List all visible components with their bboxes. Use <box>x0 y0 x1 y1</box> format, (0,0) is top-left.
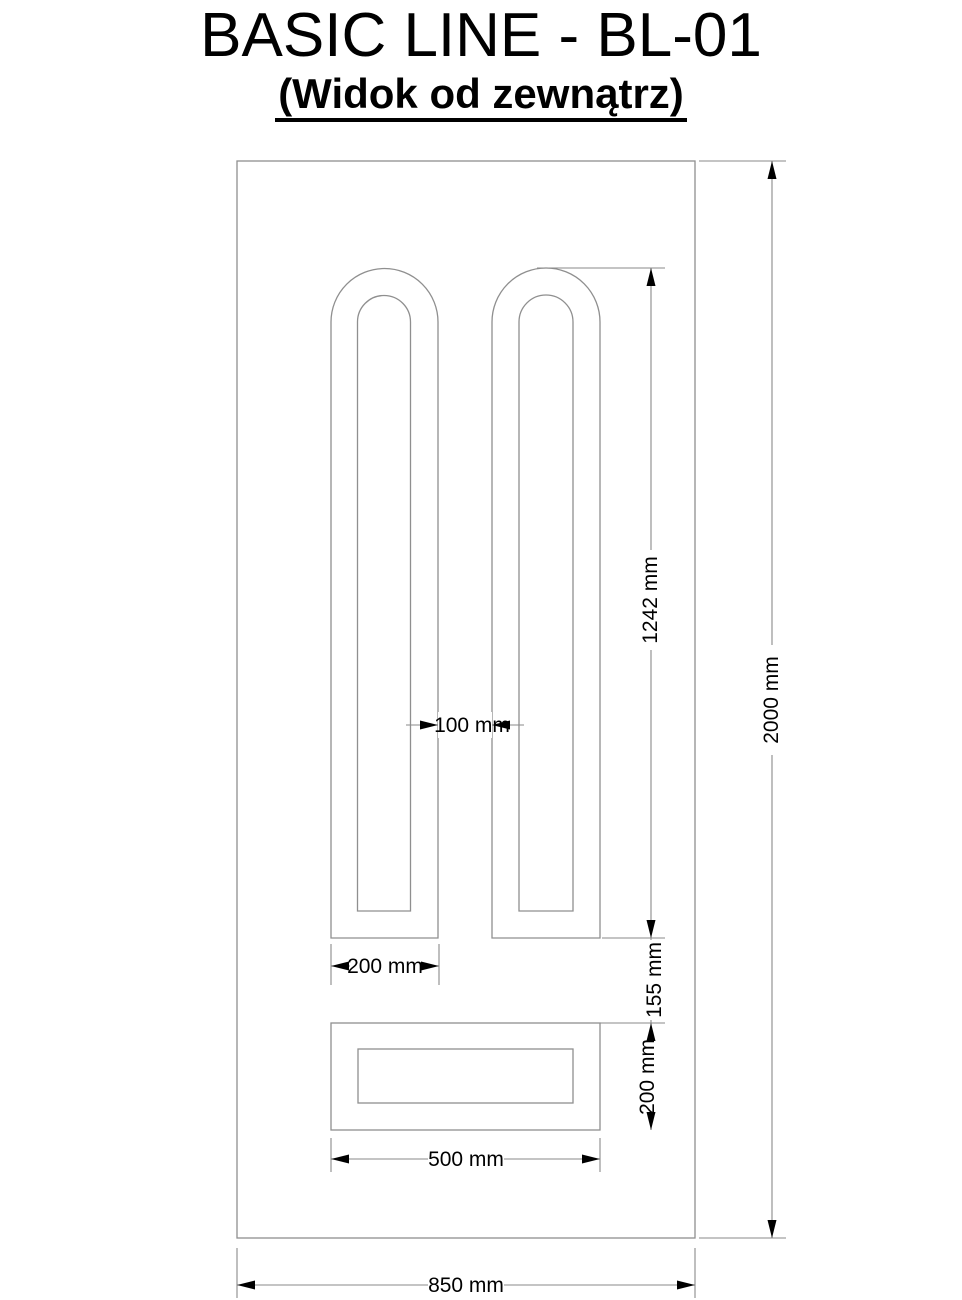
dim-1242-arrow-bottom <box>647 920 656 938</box>
right-groove-outer <box>492 268 600 938</box>
dim-100-label: 100 mm <box>434 714 510 737</box>
dim-500-label: 500 mm <box>428 1148 504 1171</box>
dim-2000-arrow-top <box>768 161 777 179</box>
left-groove-outer <box>331 269 438 938</box>
dim-500-arrow-left <box>331 1155 349 1164</box>
bottom-panel-inner <box>358 1049 573 1103</box>
dim-850-label: 850 mm <box>428 1274 504 1297</box>
page-title: BASIC LINE - BL-01 <box>200 1 762 70</box>
dim-200h-arrow-top <box>647 1023 656 1041</box>
dim-1242-arrow-top <box>647 268 656 286</box>
dim-850-arrow-right <box>677 1281 695 1290</box>
left-groove-inner <box>358 296 411 912</box>
dim-155-label: 155 mm <box>643 942 666 1018</box>
dim-500-arrow-right <box>582 1155 600 1164</box>
dim-200h-label: 200 mm <box>636 1039 659 1115</box>
dim-2000-arrow-bottom <box>768 1220 777 1238</box>
door-outline <box>237 161 695 1238</box>
page-subtitle-text: (Widok od zewnątrz) <box>275 70 687 122</box>
dim-850-arrow-left <box>237 1281 255 1290</box>
dim-1242-label: 1242 mm <box>639 556 662 644</box>
dim-200w-label: 200 mm <box>347 955 423 978</box>
right-groove-inner <box>519 295 573 911</box>
dim-2000-label: 2000 mm <box>760 656 783 744</box>
dim-200w-arrow-right <box>421 962 439 971</box>
bottom-panel-outer <box>331 1023 600 1130</box>
